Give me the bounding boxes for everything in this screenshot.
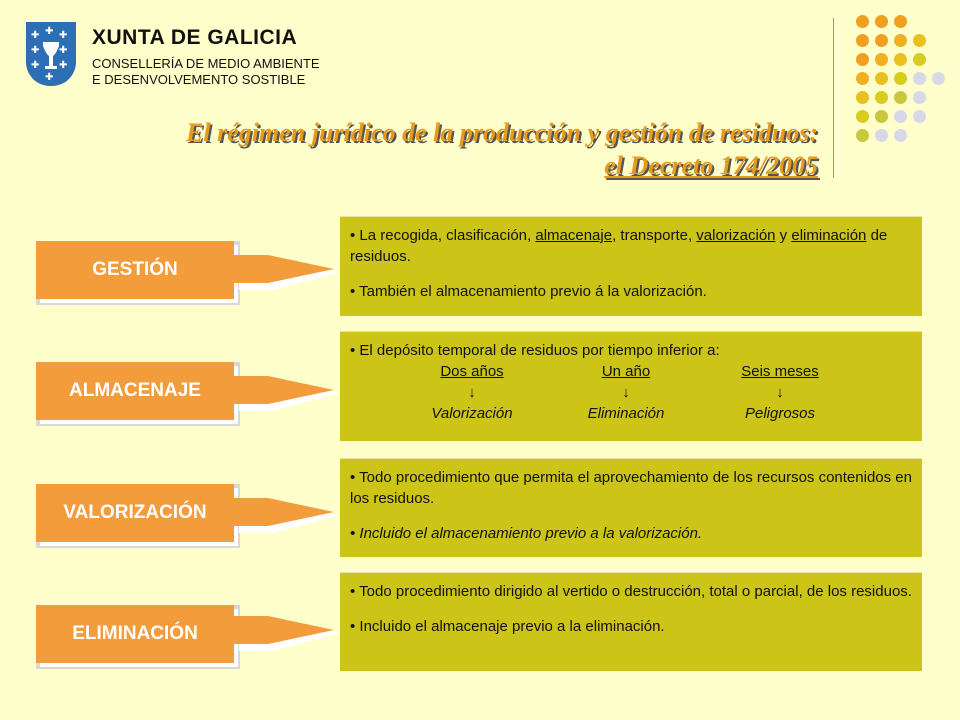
- down-arrow-icon: ↓: [776, 384, 784, 401]
- period-column: [549, 361, 703, 424]
- definition-box-eliminacion: [340, 572, 922, 671]
- decorative-dot: [856, 53, 869, 66]
- org-name: XUNTA DE GALICIA: [92, 26, 298, 49]
- organization-name: [92, 26, 320, 88]
- decorative-dot: [875, 15, 888, 28]
- arrow-right-icon: [234, 494, 338, 536]
- decorative-dot: [856, 34, 869, 47]
- purpose-label: Valorización: [431, 405, 513, 422]
- label-almacenaje: ALMACENAJE: [36, 362, 234, 420]
- label-valorizacion: VALORIZACIÓN: [36, 484, 234, 542]
- list-item: • El depósito temporal de residuos por tiempo inferior a:: [350, 342, 720, 359]
- xunta-logo-icon: [26, 22, 76, 86]
- svg-text:✚: ✚: [45, 26, 54, 37]
- svg-text:✚: ✚: [31, 45, 40, 56]
- department-line-1: CONSELLERÍA DE MEDIO AMBIENTE: [92, 56, 320, 71]
- title-line-2: el Decreto 174/2005: [604, 151, 818, 180]
- list-item: • Todo procedimiento dirigido al vertido o destrucción, total o parcial, de los residuos.: [350, 583, 912, 600]
- list-item: • Todo procedimiento que permita el aprovechamiento de los recursos contenidos en los residuos.: [350, 469, 912, 507]
- decorative-dot: [894, 110, 907, 123]
- period-column: [395, 361, 549, 424]
- decorative-dot: [894, 129, 907, 142]
- title-line-1: El régimen jurídico de la producción y gestión de residuos:: [186, 118, 818, 147]
- definition-box-almacenaje: [340, 331, 922, 441]
- label-eliminacion: ELIMINACIÓN: [36, 605, 234, 663]
- decorative-dot: [913, 53, 926, 66]
- divider-line: [833, 18, 834, 178]
- decorative-dot: [856, 110, 869, 123]
- purpose-label: Eliminación: [587, 405, 665, 422]
- decorative-dot: [875, 34, 888, 47]
- decorative-dot: [856, 72, 869, 85]
- decorative-dot: [875, 91, 888, 104]
- down-arrow-icon: ↓: [622, 384, 630, 401]
- period-label: Un año: [601, 363, 651, 380]
- arrow-right-icon: [234, 372, 338, 414]
- period-column: [703, 361, 857, 424]
- definition-box-gestion: [340, 216, 922, 316]
- slide-title: [186, 116, 818, 182]
- label-gestion: GESTIÓN: [36, 241, 234, 299]
- storage-periods: [395, 361, 912, 424]
- decorative-dot: [875, 110, 888, 123]
- list-item: • También el almacenamiento previo á la valorización.: [350, 283, 707, 300]
- decorative-dot: [913, 72, 926, 85]
- decorative-dot: [894, 53, 907, 66]
- decorative-dot: [894, 34, 907, 47]
- svg-text:✚: ✚: [45, 72, 54, 83]
- decorative-dot: [875, 129, 888, 142]
- down-arrow-icon: ↓: [468, 384, 476, 401]
- decorative-dot: [856, 129, 869, 142]
- period-label: Dos años: [440, 363, 504, 380]
- list-item: • Incluido el almacenaje previo a la eliminación.: [350, 618, 665, 635]
- list-item: • La recogida, clasificación, almacenaje, transporte, valorización y eliminación de residuos.: [350, 227, 888, 265]
- svg-text:✚: ✚: [31, 60, 40, 71]
- purpose-label: Peligrosos: [744, 405, 816, 422]
- svg-text:✚: ✚: [31, 30, 40, 41]
- decorative-dot: [913, 110, 926, 123]
- decorative-dot: [875, 72, 888, 85]
- decorative-dot: [913, 34, 926, 47]
- decorative-dot: [894, 72, 907, 85]
- period-label: Seis meses: [741, 363, 819, 380]
- decorative-dot: [856, 15, 869, 28]
- decorative-dot: [913, 91, 926, 104]
- decorative-dot: [875, 53, 888, 66]
- list-item: • Incluido el almacenamiento previo a la valorización.: [350, 525, 703, 542]
- definition-box-valorizacion: [340, 458, 922, 557]
- svg-text:✚: ✚: [59, 45, 68, 56]
- department-line-2: E DESENVOLVEMENTO SOSTIBLE: [92, 72, 306, 87]
- decorative-dot: [932, 72, 945, 85]
- decorative-dot: [894, 15, 907, 28]
- svg-text:✚: ✚: [59, 30, 68, 41]
- arrow-right-icon: [234, 612, 338, 654]
- decorative-dot: [894, 91, 907, 104]
- decorative-dot: [856, 91, 869, 104]
- arrow-right-icon: [234, 251, 338, 293]
- svg-text:✚: ✚: [59, 60, 68, 71]
